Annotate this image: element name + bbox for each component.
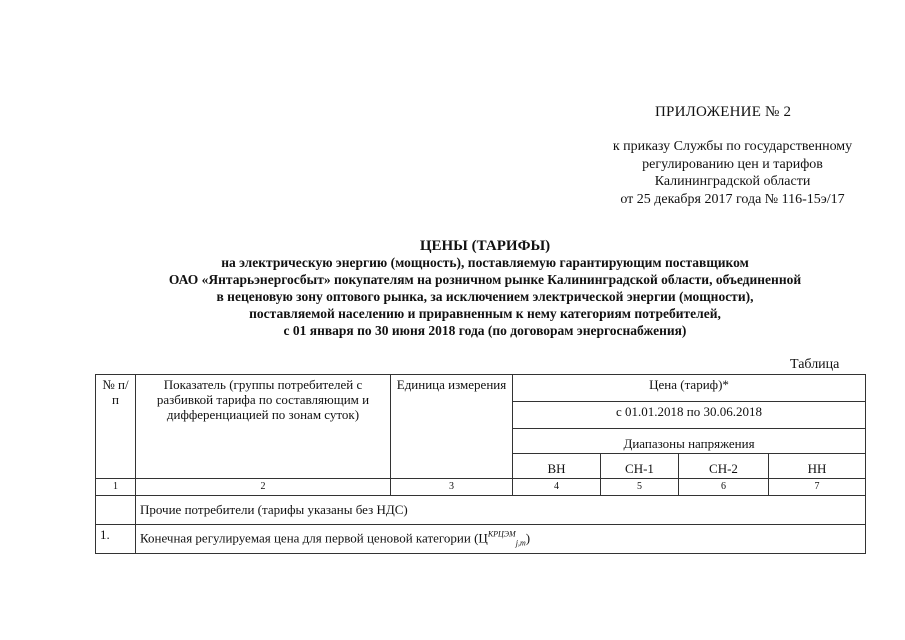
order-line: от 25 декабря 2017 года № 116-15э/17 <box>620 191 845 207</box>
document-title: ЦЕНЫ (ТАРИФЫ) <box>419 238 551 254</box>
column-number: 3 <box>391 479 513 496</box>
document-subtitle <box>100 254 870 339</box>
column-number: 4 <box>513 479 601 496</box>
header-voltage: Диапазоны напряжения <box>513 429 866 454</box>
formula-symbol <box>487 530 526 548</box>
column-number: 7 <box>769 479 866 496</box>
row-num: 1. <box>96 525 136 554</box>
order-line: к приказу Службы по государственному <box>612 139 853 154</box>
subtitle-line: с 01 января по 30 июня 2018 года (по договорам энергоснабжения) <box>283 323 687 338</box>
order-line: регулированию цен и тарифов <box>642 156 823 172</box>
row-text-end: ) <box>525 530 531 546</box>
formula-subscript: j,m <box>515 538 526 548</box>
formula-superscript: КРЦЭМ <box>487 530 516 540</box>
header-level-sn1: СН-1 <box>601 454 679 479</box>
row-num <box>96 496 136 525</box>
appendix-heading: ПРИЛОЖЕНИЕ № 2 <box>655 104 792 120</box>
table-row <box>96 525 866 554</box>
subtitle-line: в неценовую зону оптового рынка, за исключением электрической энергии (мощности), <box>216 289 754 304</box>
header-indicator: Показатель (группы потребителей с разбивкой тарифа по составляющим и дифференциацией по зонам суток) <box>136 375 391 479</box>
column-number: 5 <box>601 479 679 496</box>
header-level-sn2: СН-2 <box>679 454 769 479</box>
row-text: Прочие потребители (тарифы указаны без НДС) <box>136 496 866 525</box>
header-level-vn: ВН <box>513 454 601 479</box>
column-number: 2 <box>136 479 391 496</box>
table-caption: Таблица <box>790 357 840 372</box>
tariff-table <box>95 374 866 554</box>
table-row <box>96 496 866 525</box>
subtitle-line: поставляемой населению и приравненным к нему категориям потребителей, <box>249 306 721 321</box>
header-unit: Единица измерения <box>391 375 513 479</box>
row-text <box>136 525 866 554</box>
subtitle-line: на электрическую энергию (мощность), поставляемую гарантирующим поставщиком <box>221 255 749 270</box>
header-period: с 01.01.2018 по 30.06.2018 <box>513 402 866 429</box>
column-number: 6 <box>679 479 769 496</box>
header-price: Цена (тариф)* <box>513 375 866 402</box>
order-reference <box>580 138 885 208</box>
subtitle-line: ОАО «Янтарьэнергосбыт» покупателям на розничном рынке Калининградской области, объединенной <box>168 272 802 287</box>
header-num: № п/п <box>96 375 136 479</box>
order-line: Калининградской области <box>654 174 811 189</box>
row-text-main: Конечная регулируемая цена для первой ценовой категории (Ц <box>140 530 488 546</box>
column-number: 1 <box>96 479 136 496</box>
header-level-nn: НН <box>769 454 866 479</box>
